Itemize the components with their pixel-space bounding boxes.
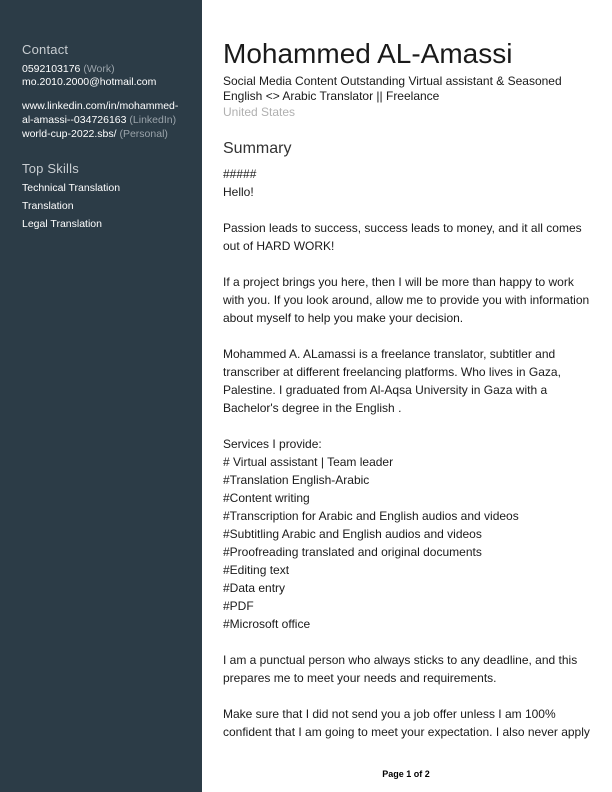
summary-line: Bachelor's degree in the English . [223, 401, 402, 415]
phone [22, 63, 115, 75]
summary-line: #Editing text [223, 563, 290, 577]
skill-item: Translation [22, 200, 74, 212]
summary-line: Hello! [223, 185, 254, 199]
linkedin-link[interactable] [22, 114, 176, 126]
summary-line: Mohammed A. ALamassi is a freelance translator, subtitler and [223, 347, 556, 361]
profile-headline: Social Media Content Outstanding Virtual assistant & Seasoned English <> Arabic Translator || Freelance [223, 74, 562, 103]
linkedin-link-line2[interactable]: al-amassi--034726163 [22, 114, 127, 126]
summary-line: about myself to help you make your decision. [223, 311, 464, 325]
profile-name: Mohammed AL-Amassi [223, 38, 513, 69]
summary-line: out of HARD WORK! [223, 239, 335, 253]
skills-heading: Top Skills [22, 161, 79, 176]
summary-line [223, 201, 590, 219]
summary-line: prepares me to meet your needs and requirements. [223, 671, 497, 685]
linkedin-label: (LinkedIn) [129, 114, 177, 126]
website[interactable] [22, 128, 168, 140]
summary-line: Make sure that I did not send you a job offer unless I am 100% [223, 707, 556, 721]
page-number: Page 1 of 2 [382, 769, 430, 779]
summary-line: #Microsoft office [223, 617, 311, 631]
summary-line: #Content writing [223, 491, 310, 505]
summary-line: #Data entry [223, 581, 286, 595]
summary-line [223, 327, 590, 345]
summary-body [223, 165, 590, 741]
summary-line: #PDF [223, 599, 254, 613]
summary-line: If a project brings you here, then I will be more than happy to work [223, 275, 574, 289]
skill-item: Technical Translation [22, 182, 121, 194]
summary-line: with you. If you look around, allow me to provide you with information [223, 293, 590, 307]
summary-line [223, 687, 590, 705]
sidebar [0, 0, 202, 792]
summary-line: #Subtitling Arabic and English audios and videos [223, 527, 482, 541]
summary-line: Palestine. I graduated from Al-Aqsa University in Gaza with a [223, 383, 548, 397]
website-link[interactable]: world-cup-2022.sbs/ [22, 128, 117, 140]
summary-line: #Transcription for Arabic and English audios and videos [223, 509, 519, 523]
summary-line: ##### [223, 167, 257, 181]
summary-line: #Proofreading translated and original documents [223, 545, 482, 559]
email-link[interactable]: mo.2010.2000@hotmail.com [22, 76, 157, 88]
linkedin-link-line1[interactable]: www.linkedin.com/in/mohammed- [22, 100, 179, 112]
summary-line [223, 633, 590, 651]
summary-line [223, 255, 590, 273]
summary-line [223, 417, 590, 435]
summary-line: I am a punctual person who always sticks to any deadline, and this [223, 653, 578, 667]
website-label: (Personal) [119, 128, 168, 140]
summary-line: Services I provide: [223, 437, 322, 451]
summary-line: confident that I am going to meet your expectation. I also never apply [223, 725, 590, 739]
summary-line: Passion leads to success, success leads to money, and it all comes [223, 221, 582, 235]
summary-line: #Translation English-Arabic [223, 473, 370, 487]
summary-heading: Summary [223, 140, 292, 157]
profile-location: United States [223, 105, 296, 119]
summary-line: transcriber at different freelancing platforms. Who lives in Gaza, [223, 365, 561, 379]
summary-line: # Virtual assistant | Team leader [223, 455, 394, 469]
contact-heading: Contact [22, 42, 69, 57]
skill-item: Legal Translation [22, 218, 102, 230]
phone-label: (Work) [83, 63, 115, 75]
phone-number: 0592103176 [22, 63, 81, 75]
